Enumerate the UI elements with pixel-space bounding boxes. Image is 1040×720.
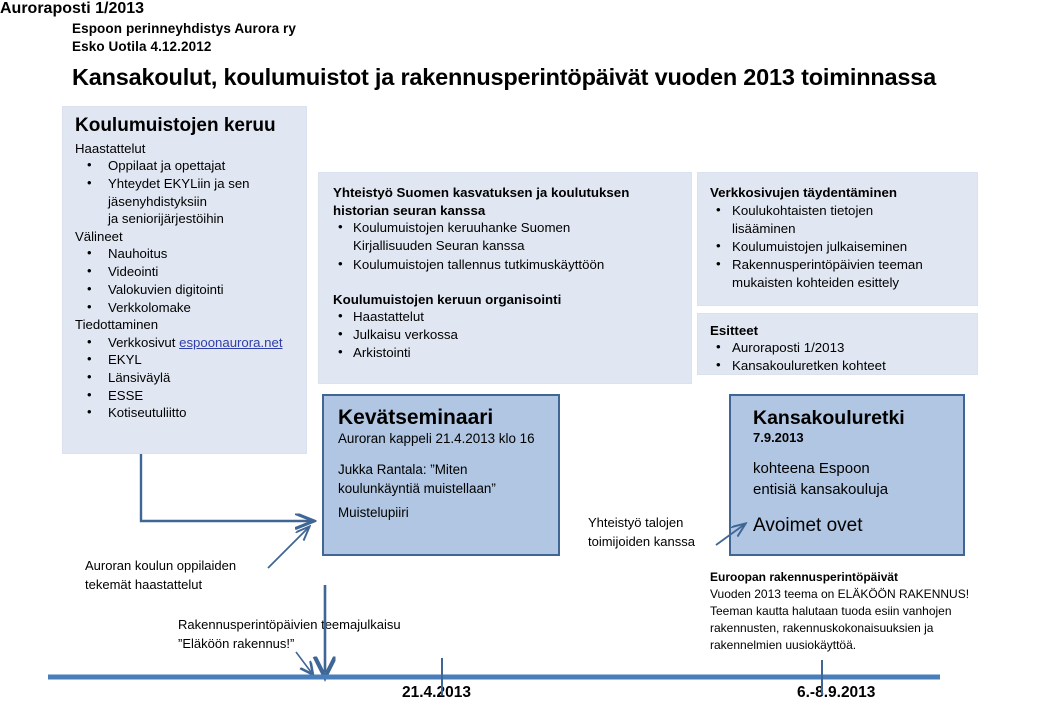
list-item: • EKYL bbox=[75, 351, 296, 369]
group-label-haastattelut: Haastattelut bbox=[75, 140, 146, 156]
page-title: Kansakoulut, koulumuistot ja rakennusperintöpäivät vuoden 2013 toiminnassa bbox=[72, 64, 937, 90]
list-item: • Länsiväylä bbox=[75, 369, 296, 387]
panel-esitteet bbox=[697, 313, 978, 375]
list-item: • Videointi bbox=[75, 263, 296, 281]
list-item: • Rakennusperintöpäivien teeman bbox=[710, 256, 967, 274]
panel-yhteistyo-historian-seura bbox=[318, 172, 692, 384]
list-item: • Kansakouluretken kohteet bbox=[710, 357, 967, 375]
spacer bbox=[753, 447, 951, 459]
speaker-line2: koulunkäyntiä muistellaan” bbox=[338, 480, 496, 496]
panel-title-line2: historian seuran kanssa bbox=[333, 202, 486, 218]
list-tiedottaminen bbox=[75, 334, 296, 422]
list-item: • Koulukohtaisten tietojen bbox=[710, 202, 967, 220]
panel-title: Koulumuistojen keruu bbox=[75, 115, 276, 136]
list-item-continuation: Kirjallisuuden Seuran kanssa bbox=[353, 238, 525, 254]
list-item: • Arkistointi bbox=[333, 344, 679, 362]
note-euroopan-rakennusperintopaivat bbox=[710, 569, 1000, 654]
list-valineet bbox=[75, 245, 296, 316]
note-line1: Yhteistyö talojen bbox=[588, 515, 684, 530]
panel-title: Kevätseminaari bbox=[338, 406, 494, 429]
note-line2: ”Eläköön rakennus!” bbox=[178, 635, 295, 651]
list-verkkosivut bbox=[710, 202, 967, 293]
espoonaurora-link[interactable]: espoonaurora.net bbox=[179, 334, 283, 350]
list-item: • Koulumuistojen julkaiseminen bbox=[710, 238, 967, 256]
timeline-label-autumn: 6.-8.9.2013 bbox=[797, 684, 876, 701]
arrow-sidebar-to-kevatseminaari bbox=[141, 454, 313, 521]
list-item: • Nauhoitus bbox=[75, 245, 296, 263]
note-line4: rakennelmien uusiokäyttöä. bbox=[710, 638, 857, 653]
list-item: • Koulumuistojen keruuhanke Suomen bbox=[333, 219, 679, 237]
panel-verkkosivujen-taydentaminen bbox=[697, 172, 978, 306]
list-item: • Haastattelut bbox=[333, 308, 679, 326]
note-yhteistyo-talojen-toimijoiden bbox=[588, 514, 723, 552]
note-line2: Teeman kautta halutaan tuoda esiin vanhojen bbox=[710, 604, 952, 619]
group-label-tiedottaminen: Tiedottaminen bbox=[75, 317, 159, 333]
panel-koulumuistojen-keruu bbox=[62, 106, 307, 454]
note-line1: Rakennusperintöpäivien teemajulkaisu bbox=[178, 617, 401, 632]
speaker-line1: Jukka Rantala: ”Miten bbox=[338, 462, 468, 478]
spacer bbox=[338, 448, 546, 461]
organization-name: Espoon perinneyhdistys Aurora ry bbox=[72, 21, 296, 36]
list-item-label: Verkkosivut bbox=[108, 334, 180, 350]
program-item-muistelupiiri: Muistelupiiri bbox=[338, 504, 409, 520]
note-line2: tekemät haastattelut bbox=[85, 576, 203, 592]
label-auroraposti: Auroraposti 1/2013 bbox=[0, 0, 145, 17]
note-auroran-koulun-haastattelut bbox=[85, 557, 295, 595]
note-line1: Auroran koulun oppilaiden bbox=[85, 558, 237, 573]
list-haastattelut bbox=[75, 157, 296, 228]
note-line1: Vuoden 2013 teema on ELÄKÖÖN RAKENNUS! bbox=[710, 587, 970, 602]
arrow-teemajulkaisu-to-timeline bbox=[296, 652, 311, 672]
subsection-title-organisointi: Koulumuistojen keruun organisointi bbox=[333, 291, 562, 307]
list-item-continuation: mukaisten kohteiden esittely bbox=[732, 275, 900, 291]
group-label-valineet: Välineet bbox=[75, 229, 123, 245]
list-item: • Auroraposti 1/2013 bbox=[710, 339, 967, 357]
list-item: • Valokuvien digitointi bbox=[75, 281, 296, 299]
timeline-label-spring: 21.4.2013 bbox=[402, 684, 471, 701]
list-item: • ESSE bbox=[75, 387, 296, 405]
list-item-continuation: lisääminen bbox=[732, 220, 796, 236]
author-and-date: Esko Uotila 4.12.2012 bbox=[72, 39, 212, 54]
panel-kansakouluretki bbox=[729, 394, 965, 556]
list-item-verkkosivut bbox=[75, 334, 296, 352]
note-line2: toimijoiden kanssa bbox=[588, 533, 695, 549]
note-teemajulkaisu bbox=[178, 616, 438, 654]
event-date: 7.9.2013 bbox=[753, 430, 804, 446]
list-item: • Kotiseutuliitto bbox=[75, 404, 296, 422]
list-esitteet bbox=[710, 339, 967, 375]
panel-title: Esitteet bbox=[710, 323, 759, 338]
panel-title: Verkkosivujen täydentäminen bbox=[710, 185, 897, 200]
list-item-continuation: jäsenyhdistyksiin bbox=[108, 193, 207, 209]
list-item: • Yhteydet EKYLiin ja sen bbox=[75, 175, 296, 193]
note-line3: rakennusten, rakennuskokonaisuuksien ja bbox=[710, 621, 934, 636]
highlight-avoimet-ovet: Avoimet ovet bbox=[753, 514, 863, 536]
list-organisointi bbox=[333, 308, 679, 362]
list-item: • Verkkolomake bbox=[75, 299, 296, 317]
list-item: • Oppilaat ja opettajat bbox=[75, 157, 296, 175]
list-yhteistyo bbox=[333, 219, 679, 273]
list-item: • Koulumuistojen tallennus tutkimuskäyttöön bbox=[333, 256, 679, 274]
panel-kevatseminaari bbox=[322, 394, 560, 556]
destination-line2: entisiä kansakouluja bbox=[753, 480, 889, 498]
event-venue-and-time: Auroran kappeli 21.4.2013 klo 16 bbox=[338, 431, 535, 447]
list-item-continuation: ja seniorijärjestöihin bbox=[108, 211, 224, 227]
destination-line1: kohteena Espoon bbox=[753, 460, 870, 478]
list-item: • Julkaisu verkossa bbox=[333, 326, 679, 344]
note-title: Euroopan rakennusperintöpäivät bbox=[710, 570, 899, 584]
panel-title-line1: Yhteistyö Suomen kasvatuksen ja koulutuksen bbox=[333, 185, 630, 200]
panel-title: Kansakouluretki bbox=[753, 407, 905, 429]
